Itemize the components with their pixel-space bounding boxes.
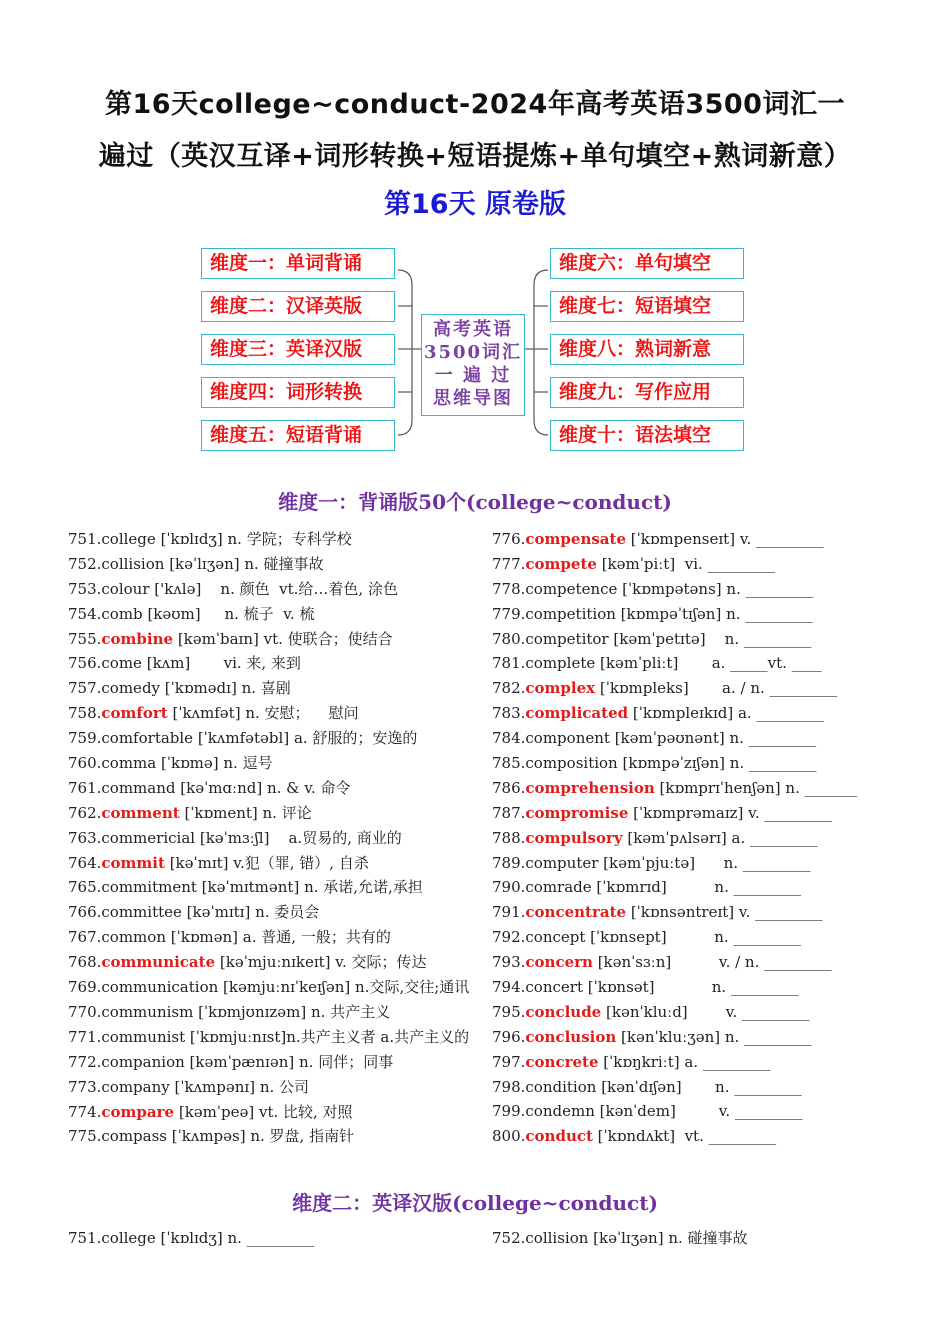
vocab-number: 778. xyxy=(492,579,526,598)
vocab-definition: [kənˈdem] v. _________ xyxy=(594,1102,803,1121)
vocab-number: 785. xyxy=(492,754,526,773)
vocab-entry xyxy=(492,1124,902,1149)
vocab-number: 761. xyxy=(68,778,102,797)
mindmap-center-line: 3500词汇 xyxy=(423,342,523,363)
vocab-word: component xyxy=(525,729,610,748)
vocab-definition: [ˈkɒmə] n. 逗号 xyxy=(156,754,273,773)
vocab-definition: [ˈkɒmpleɪkɪd] a. _________ xyxy=(628,704,824,723)
vocab-number: 772. xyxy=(68,1052,102,1071)
vocab-entry xyxy=(492,1075,902,1100)
vocab-definition: [ˈkɒmjuːnɪst]n.共产主义者 a.共产主义的 xyxy=(185,1027,470,1046)
vocab-entry xyxy=(492,527,902,552)
vocab-number: 779. xyxy=(492,604,526,623)
vocab-definition: [ˈkɒmən] a. 普通, 一般；共有的 xyxy=(165,928,391,947)
vocab-number: 789. xyxy=(492,853,526,872)
vocab-definition: [kəmˈpjuːtə] n. _________ xyxy=(598,853,811,872)
vocab-word: conclude xyxy=(525,1002,602,1021)
vocab-definition: [ˈkɒmpətəns] n. _________ xyxy=(617,579,814,598)
vocab-number: 754. xyxy=(68,604,102,623)
vocab-entry xyxy=(68,1000,478,1025)
vocab-number: 795. xyxy=(492,1002,526,1021)
vocab-number: 780. xyxy=(492,629,526,648)
vocab-definition: [kəˈlɪʒən] n. 碰撞事故 xyxy=(164,554,324,573)
vocab-entry xyxy=(492,651,902,676)
vocab-number: 755. xyxy=(68,629,102,648)
vocab-entry xyxy=(68,801,478,826)
vocab-word: concrete xyxy=(525,1052,599,1071)
vocab-definition: [ˈkɒmrɪd] n. _________ xyxy=(591,878,802,897)
vocab-definition: [ˈkɒmpleks] a. / n. _________ xyxy=(595,679,838,698)
vocab-entry xyxy=(492,1025,902,1050)
vocab-entry xyxy=(68,602,478,627)
vocab-definition: [ˈkɒŋkriːt] a. _________ xyxy=(598,1052,771,1071)
mindmap-node-left-1: 维度一：单词背诵 xyxy=(201,248,395,279)
vocab-definition: [ˈkʌmpəs] n. 罗盘, 指南针 xyxy=(167,1127,355,1146)
vocab-number: 775. xyxy=(68,1127,102,1146)
vocab-number: 753. xyxy=(68,579,102,598)
vocab-number: 756. xyxy=(68,654,102,673)
vocab-number: 791. xyxy=(492,903,526,922)
vocab-entry xyxy=(492,1000,902,1025)
vocab-definition: [kəmˈpliːt] a. _____vt. ____ xyxy=(595,654,822,673)
vocab-word: communicate xyxy=(101,953,216,972)
mindmap-center-line: 一 遍 过 xyxy=(434,365,512,386)
vocab-word: comprehension xyxy=(525,778,655,797)
vocab-number: 752. xyxy=(68,554,102,573)
mindmap-node-left-2: 维度二：汉译英版 xyxy=(201,291,395,322)
vocab-definition: [ˈkɒnsept] n. _________ xyxy=(585,928,801,947)
vocab-number: 770. xyxy=(68,1002,102,1021)
vocab-number: 786. xyxy=(492,778,526,797)
vocab-entry xyxy=(492,1099,902,1124)
vocab-entry xyxy=(68,527,478,552)
vocab-number: 767. xyxy=(68,928,102,947)
vocab-word: competence xyxy=(525,579,618,598)
vocab-number: 796. xyxy=(492,1027,526,1046)
vocab-word: comb xyxy=(101,604,143,623)
vocab-number: 794. xyxy=(492,978,526,997)
vocab-entry xyxy=(68,1050,478,1075)
vocab-definition: [kəˈmɑːnd] n. & v. 命令 xyxy=(175,778,351,797)
vocab-definition: [ˈkɒndʌkt] vt. _________ xyxy=(592,1127,777,1146)
mindmap-center-line: 思维导图 xyxy=(433,388,513,409)
vocab-definition: [kɒmprɪˈhenʃən] n. _______ xyxy=(654,778,858,797)
mindmap-node-right-1: 维度六：单句填空 xyxy=(550,248,744,279)
vocab-number: 773. xyxy=(68,1077,102,1096)
vocab-word: computer xyxy=(525,853,599,872)
vocab-definition: [ˈkɒmprəmaɪz] v. _________ xyxy=(628,803,832,822)
vocab-word: collision xyxy=(101,554,165,573)
vocab-entry xyxy=(492,950,902,975)
vocab-word: company xyxy=(101,1077,170,1096)
vocab-entry xyxy=(492,701,902,726)
vocab-word: committee xyxy=(101,903,182,922)
vocab-definition: [kəmˈpəʊnənt] n. _________ xyxy=(609,729,817,748)
vocab-definition: [ˈkʌmfətəbl] a. 舒服的；安逸的 xyxy=(193,729,418,748)
vocab-definition: [kəmˈpiːt] vi. _________ xyxy=(596,554,776,573)
vocab-word: comedy xyxy=(101,679,161,698)
vocab-word: complete xyxy=(525,654,596,673)
vocab-definition: [kəmˈpænɪən] n. 同伴；同事 xyxy=(184,1052,394,1071)
vocab-entry xyxy=(492,627,902,652)
vocab-word: common xyxy=(101,928,166,947)
vocab-definition: [kəˈmɪtɪ] n. 委员会 xyxy=(181,903,320,922)
vocab-entry xyxy=(68,950,478,975)
vocab-number: 792. xyxy=(492,928,526,947)
vocab-definition: [kɒmpəˈzɪʃən] n. _________ xyxy=(617,754,817,773)
vocab-word: commericial xyxy=(101,828,196,847)
vocab-number: 764. xyxy=(68,853,102,872)
vocab-word: concept xyxy=(525,928,586,947)
vocab-definition: [kəmˈbaɪn] vt. 使联合；使结合 xyxy=(173,629,393,648)
vocab-entry xyxy=(68,627,478,652)
vocab-word: comfortable xyxy=(101,729,194,748)
vocab-word: colour xyxy=(101,579,150,598)
mindmap-center-node xyxy=(421,314,525,416)
vocab-entry xyxy=(68,726,478,751)
vocab-word: concentrate xyxy=(525,903,627,922)
vocab-word: communist xyxy=(101,1027,186,1046)
vocab-definition: [ˈkɒnsət] n. _________ xyxy=(582,978,799,997)
vocab-number: 788. xyxy=(492,828,526,847)
vocab-entry xyxy=(68,851,478,876)
vocab-word: compensate xyxy=(525,530,626,548)
mindmap-node-right-3: 维度八：熟词新意 xyxy=(550,334,744,365)
vocab-definition: [kəˈmɪtmənt] n. 承诺,允诺,承担 xyxy=(196,878,423,897)
vocab-word: complex xyxy=(525,679,596,698)
vocab-number: 766. xyxy=(68,903,102,922)
vocab-number: 777. xyxy=(492,554,526,573)
vocab-number: 782. xyxy=(492,679,526,698)
vocab-entry xyxy=(68,900,478,925)
vocab-list-right xyxy=(492,527,902,1149)
vocab-word: communication xyxy=(101,978,219,997)
vocab-entry xyxy=(492,726,902,751)
vocab-word: compete xyxy=(525,554,597,573)
vocab-word: condition xyxy=(525,1077,597,1096)
vocab-word: composition xyxy=(525,754,618,773)
vocab-entry xyxy=(492,602,902,627)
vocab-entry xyxy=(492,925,902,950)
vocab-definition: [kəˈmɪt] v.犯（罪, 错）, 自杀 xyxy=(164,853,369,872)
vocab-entry xyxy=(68,701,478,726)
vocab-definition: [ˈkɒlɪdʒ] n. 学院；专科学校 xyxy=(155,530,352,548)
vocab-definition: [ˈkɒmpenseɪt] v. _________ xyxy=(626,530,824,548)
vocab-number: 763. xyxy=(68,828,102,847)
vocab-word: comma xyxy=(101,754,157,773)
vocab-word: complicated xyxy=(525,704,629,723)
vocab-number: 751. xyxy=(68,530,102,548)
vocab-entry xyxy=(68,875,478,900)
mindmap-node-right-4: 维度九：写作应用 xyxy=(550,377,744,408)
vocab-number: 757. xyxy=(68,679,102,698)
vocab-definition: [kɒmpəˈtɪʃən] n. _________ xyxy=(615,604,813,623)
vocab-entry xyxy=(492,975,902,1000)
vocab-word: compare xyxy=(101,1102,175,1121)
page-title-line1: 第16天college~conduct-2024年高考英语3500词汇一 xyxy=(105,89,845,120)
vocab-definition: [ˈkɒmjʊnɪzəm] n. 共产主义 xyxy=(193,1002,391,1021)
mindmap-node-left-5: 维度五：短语背诵 xyxy=(201,420,395,451)
vocab-number: 793. xyxy=(492,953,526,972)
vocab-definition: [ˈkɒnsəntreɪt] v. _________ xyxy=(626,903,823,922)
vocab-entry xyxy=(492,552,902,577)
vocab-definition: [kənˈkluːʒən] n. _________ xyxy=(616,1027,812,1046)
vocab-entry xyxy=(68,552,478,577)
vocab-entry xyxy=(68,1075,478,1100)
vocab-definition: [kəmˈpetɪtə] n. _________ xyxy=(608,629,812,648)
vocab-word: commitment xyxy=(101,878,197,897)
vocab-number: 768. xyxy=(68,953,102,972)
section2-heading: 维度二：英译汉版(college~conduct) xyxy=(292,1191,658,1215)
vocab-entry xyxy=(68,577,478,602)
vocab-word: concern xyxy=(525,953,593,972)
vocab-entry xyxy=(492,801,902,826)
vocab-entry xyxy=(492,676,902,701)
vocab-word: compass xyxy=(101,1127,168,1146)
vocab-word: college xyxy=(101,530,156,548)
vocab-definition: [kənˈdɪʃən] n. _________ xyxy=(596,1077,802,1096)
vocab-definition: [kənˈkluːd] v. _________ xyxy=(601,1002,810,1021)
vocab-definition: [kʌm] vi. 来, 来到 xyxy=(141,654,301,673)
vocab-number: 787. xyxy=(492,803,526,822)
vocab-number: 771. xyxy=(68,1027,102,1046)
page-title-line2: 遍过（英汉互译+词形转换+短语提炼+单句填空+熟词新意） xyxy=(98,141,852,172)
vocab-word: condemn xyxy=(525,1102,595,1121)
vocab-number: 765. xyxy=(68,878,102,897)
vocab-definition: [ˈkɒment] n. 评论 xyxy=(179,803,312,822)
vocab-word: compromise xyxy=(525,803,629,822)
vocab-number: 758. xyxy=(68,704,102,723)
vocab-word: comrade xyxy=(525,878,592,897)
vocab-number: 799. xyxy=(492,1102,526,1121)
vocab-number: 769. xyxy=(68,978,102,997)
vocab-number: 790. xyxy=(492,878,526,897)
exercise-entry-752: 752.collision [kəˈlɪʒən] n. 碰撞事故 xyxy=(492,1229,748,1247)
vocab-list-left xyxy=(68,527,478,1149)
vocab-number: 762. xyxy=(68,803,102,822)
page-subtitle: 第16天 原卷版 xyxy=(384,189,566,220)
vocab-number: 760. xyxy=(68,754,102,773)
vocab-number: 776. xyxy=(492,530,526,548)
vocab-word: competition xyxy=(525,604,616,623)
vocab-definition: [ˈkʌmpənɪ] n. 公司 xyxy=(169,1077,310,1096)
vocab-entry xyxy=(492,875,902,900)
vocab-definition: [kənˈsɜːn] v. / n. _________ xyxy=(592,953,832,972)
mindmap-node-left-3: 维度三：英译汉版 xyxy=(201,334,395,365)
vocab-word: comfort xyxy=(101,704,168,723)
vocab-word: combine xyxy=(101,629,174,648)
vocab-word: conclusion xyxy=(525,1027,617,1046)
vocab-definition: ['kʌlə] n. 颜色 vt.给…着色, 涂色 xyxy=(149,579,398,598)
vocab-definition: [kəmˈpʌlsərɪ] a. _________ xyxy=(622,828,818,847)
vocab-definition: [kəmˈpeə] vt. 比较, 对照 xyxy=(174,1102,353,1121)
vocab-definition: [kəʊm] n. 梳子 v. 梳 xyxy=(142,604,315,623)
vocab-entry xyxy=(492,751,902,776)
vocab-entry xyxy=(68,651,478,676)
exercise-entry-751: 751.college [ˈkɒlɪdʒ] n. _________ xyxy=(68,1229,315,1247)
vocab-entry xyxy=(68,1124,478,1149)
vocab-entry xyxy=(492,900,902,925)
vocab-number: 774. xyxy=(68,1102,102,1121)
vocab-entry xyxy=(68,1100,478,1125)
vocab-word: conduct xyxy=(525,1127,593,1146)
mindmap-center-line: 高考英语 xyxy=(433,319,513,340)
vocab-entry xyxy=(68,676,478,701)
vocab-entry xyxy=(492,1050,902,1075)
vocab-number: 781. xyxy=(492,654,526,673)
vocab-entry xyxy=(68,925,478,950)
vocab-word: commit xyxy=(101,853,165,872)
vocab-definition: [kəˈmɜːʃl] a.贸易的, 商业的 xyxy=(195,828,402,847)
vocab-definition: [ˈkɒmədɪ] n. 喜剧 xyxy=(160,679,291,698)
vocab-entry xyxy=(68,751,478,776)
vocab-word: command xyxy=(101,778,176,797)
vocab-entry xyxy=(492,826,902,851)
vocab-word: come xyxy=(101,654,142,673)
vocab-definition: [kəˈmjuːnɪkeɪt] v. 交际；传达 xyxy=(215,953,427,972)
vocab-word: compulsory xyxy=(525,828,623,847)
mindmap-node-right-5: 维度十：语法填空 xyxy=(550,420,744,451)
vocab-definition: [kəmjuːnɪˈkeɪʃən] n.交际,交往;通讯 xyxy=(218,978,470,997)
vocab-entry xyxy=(492,577,902,602)
vocab-entry xyxy=(68,1025,478,1050)
vocab-word: communism xyxy=(101,1002,194,1021)
vocab-word: comment xyxy=(101,803,180,822)
vocab-entry xyxy=(492,851,902,876)
vocab-entry xyxy=(68,826,478,851)
vocab-number: 759. xyxy=(68,729,102,748)
vocab-number: 797. xyxy=(492,1052,526,1071)
vocab-number: 800. xyxy=(492,1127,526,1146)
vocab-number: 784. xyxy=(492,729,526,748)
vocab-word: competitor xyxy=(525,629,609,648)
vocab-entry xyxy=(68,975,478,1000)
section1-heading: 维度一：背诵版50个(college~conduct) xyxy=(278,490,672,514)
vocab-definition: [ˈkʌmfət] n. 安慰； 慰问 xyxy=(167,704,359,723)
mindmap-node-right-2: 维度七：短语填空 xyxy=(550,291,744,322)
vocab-entry xyxy=(492,776,902,801)
mindmap-node-left-4: 维度四：词形转换 xyxy=(201,377,395,408)
vocab-entry xyxy=(68,776,478,801)
vocab-number: 783. xyxy=(492,704,526,723)
vocab-word: concert xyxy=(525,978,583,997)
vocab-number: 798. xyxy=(492,1077,526,1096)
vocab-word: companion xyxy=(101,1052,185,1071)
